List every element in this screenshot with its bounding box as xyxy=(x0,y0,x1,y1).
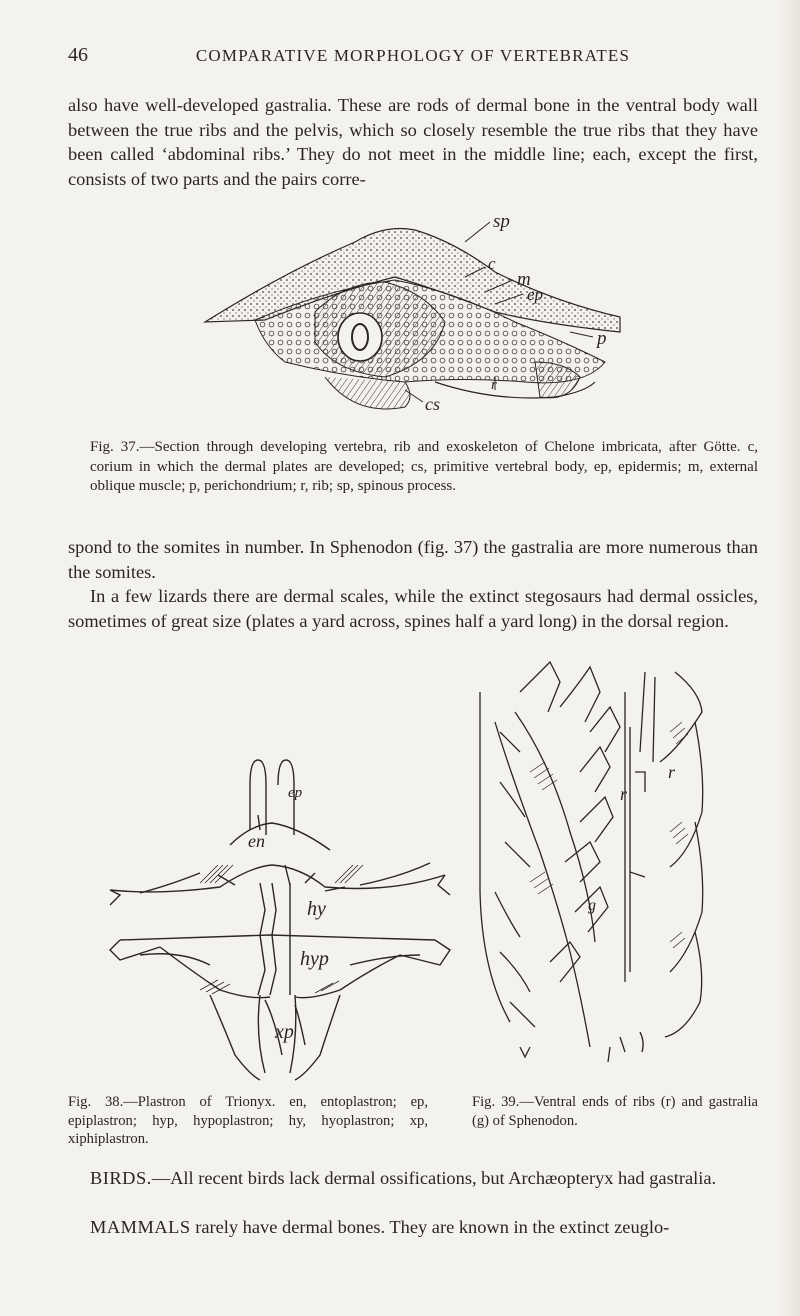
figure-38-caption: Fig. 38.—Plastron of Trionyx. en, entoplastron; ep, epiplastron; hyp, hypoplastron; hy, hyoplastron; xp, xiphiplastron. xyxy=(68,1094,428,1147)
fig37-label-cs: cs xyxy=(425,394,440,414)
figure-38-drawing xyxy=(100,755,460,1085)
paragraph-gastralia: also have well-developed gastralia. These are rods of dermal bone in the ventral body wall between the true ribs and the pelvis, which so closely resemble the true ribs that they have been called ‘abdominal ribs.’ They do not meet in the middle line; each, except the first, consists of two parts and the pairs corre- xyxy=(68,95,758,189)
fig38-label-ep: ep xyxy=(288,785,303,801)
figure-37-caption: Fig. 37.—Section through developing vertebra, rib and exoskeleton of Chelone imbricata, after Götte. c, corium in which the dermal plates are developed; cs, primitive vertebral body, ep, epidermis; m, external oblique muscle; p, perichondrium; r, rib; sp, spinous process. xyxy=(90,439,758,494)
figure-39 xyxy=(470,652,720,1072)
fig37-label-ep: ep xyxy=(527,285,544,304)
figure-38 xyxy=(100,755,460,1085)
fig37-label-r: r xyxy=(491,377,497,393)
fig37-label-p: p xyxy=(597,328,607,349)
figure-39-drawing xyxy=(470,652,720,1072)
page-number: 46 xyxy=(68,44,88,66)
birds-heading: BIRDS. xyxy=(90,1168,152,1188)
fig38-label-hyp: hyp xyxy=(300,948,329,970)
paragraph-sphenodon: spond to the somites in number. In Sphenodon (fig. 37) the gastralia are more numerous than the somites. xyxy=(68,537,758,582)
paragraph-mammals xyxy=(68,1215,758,1240)
fig38-label-xp: xp xyxy=(275,1021,294,1043)
paragraph-stegosaurs: In a few lizards there are dermal scales, while the extinct stegosaurs had dermal ossicles, sometimes of great size (plates a yard across, spines half a yard long) in the dorsal region. xyxy=(68,586,758,631)
fig37-label-sp: sp xyxy=(493,212,510,232)
fig39-label-r-middle: r xyxy=(620,784,628,804)
fig38-label-en: en xyxy=(248,831,265,851)
figure-37 xyxy=(195,212,625,422)
birds-text: —All recent birds lack dermal ossifications, but Archæopteryx had gastralia. xyxy=(151,1168,717,1188)
mammals-heading: MAMMALS xyxy=(90,1217,191,1237)
mammals-text: rarely have dermal bones. They are known in the extinct zeuglo- xyxy=(195,1217,670,1237)
page-header xyxy=(68,44,758,74)
fig37-label-m: m xyxy=(517,269,531,290)
paragraph-birds xyxy=(68,1166,758,1191)
fig38-label-hy: hy xyxy=(307,898,326,920)
page-edge-shadow xyxy=(778,0,800,1316)
figure-39-caption: Fig. 39.—Ventral ends of ribs (r) and gastralia (g) of Sphenodon. xyxy=(472,1094,758,1129)
fig37-label-c: c xyxy=(488,254,496,273)
running-head: COMPARATIVE MORPHOLOGY OF VERTEBRATES xyxy=(195,46,631,65)
fig39-label-r-right: r xyxy=(668,762,676,782)
fig39-label-g: g xyxy=(588,897,596,914)
figure-37-drawing xyxy=(195,212,625,422)
